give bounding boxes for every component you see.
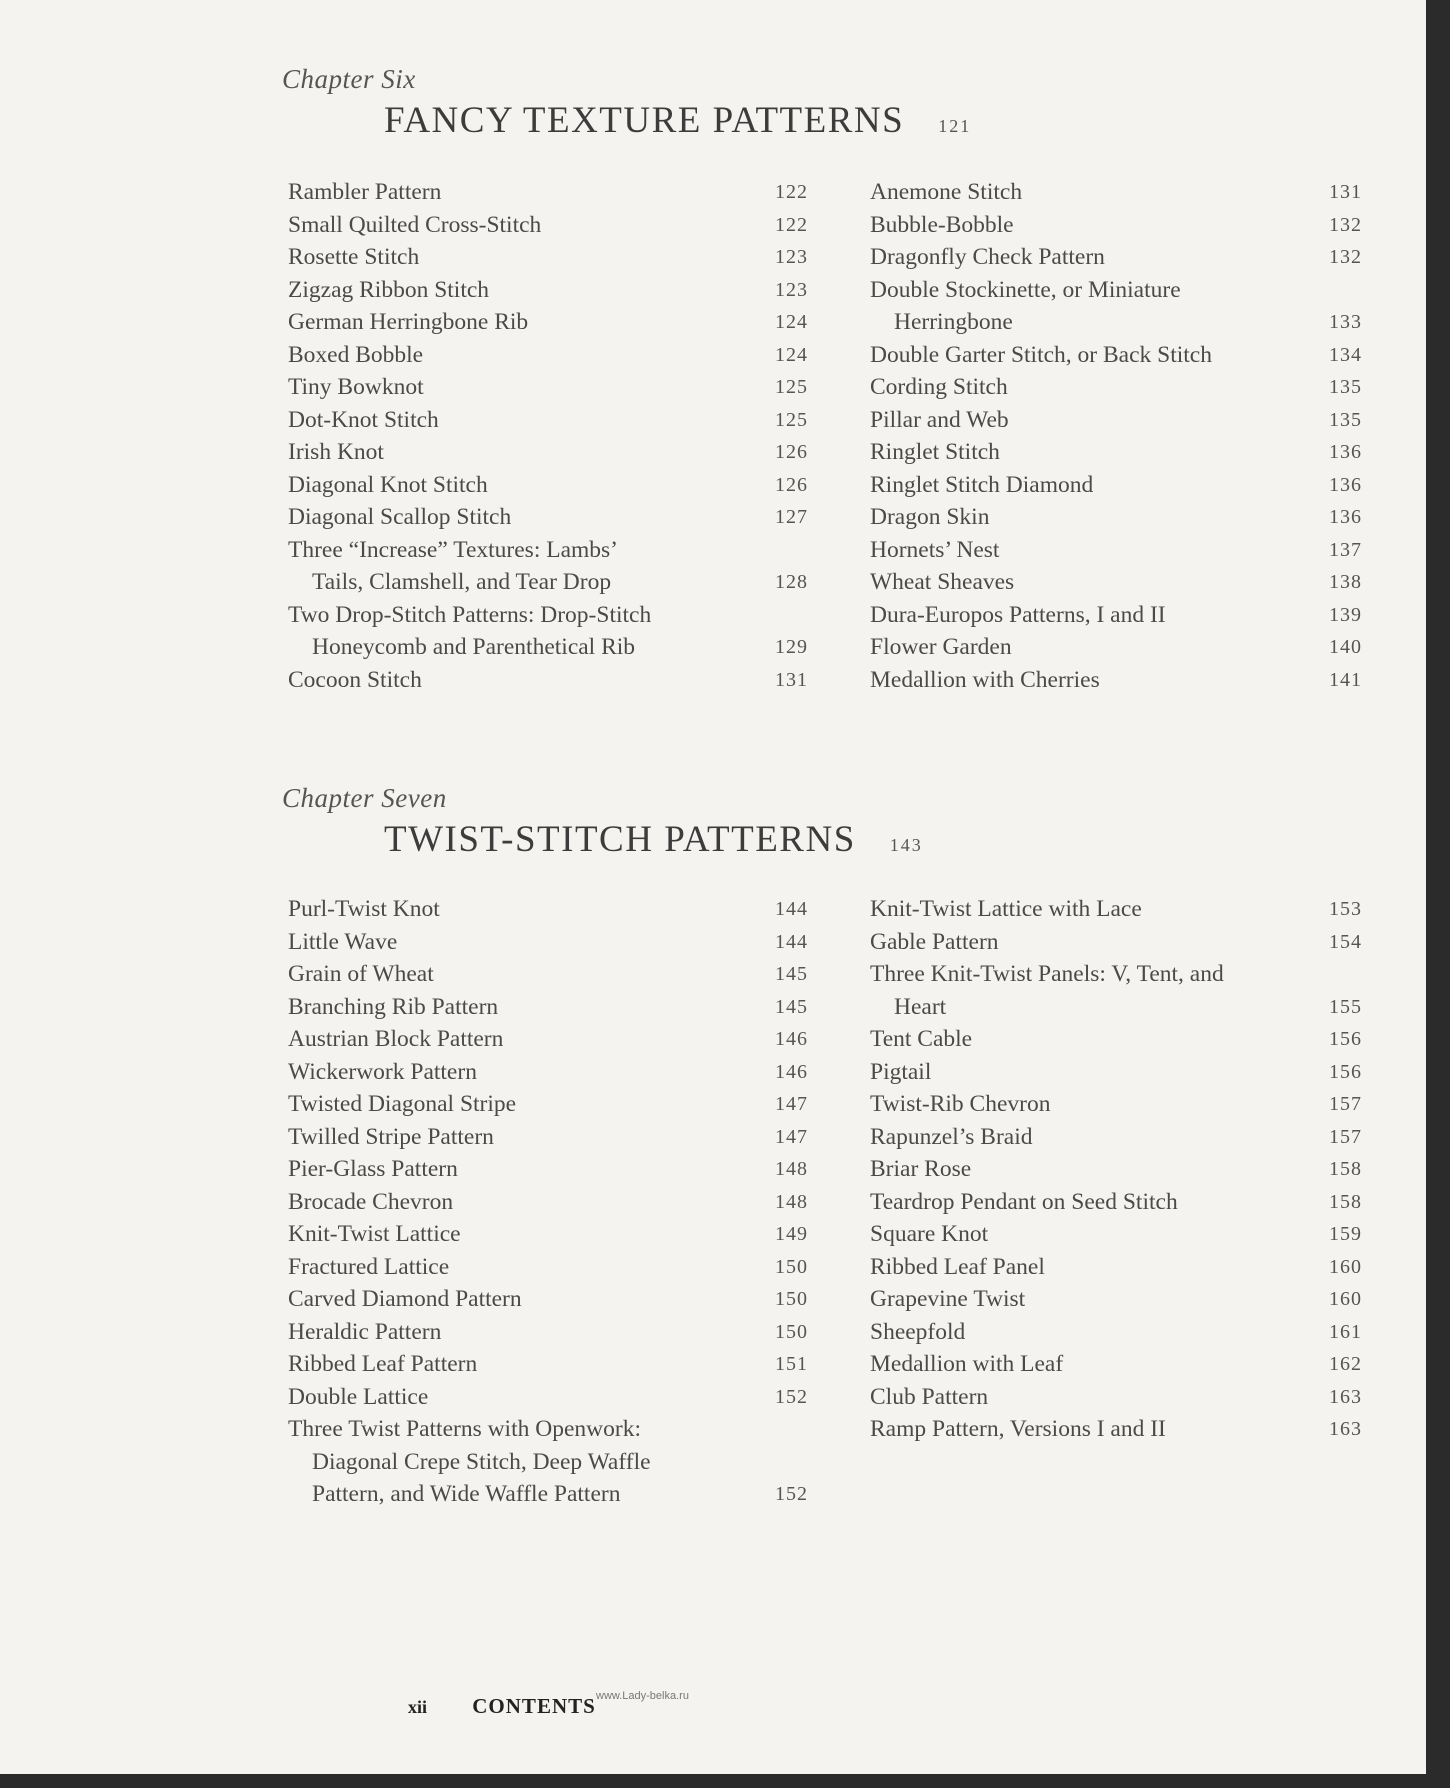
toc-entry-page-number: 144 bbox=[775, 898, 808, 920]
toc-entry-title-line: Club Pattern bbox=[870, 1383, 989, 1410]
toc-entry-page-number: 125 bbox=[775, 376, 808, 398]
toc-entry bbox=[870, 534, 1362, 567]
toc-entry bbox=[870, 339, 1362, 372]
toc-entry-title-line: Three Twist Patterns with Openwork: bbox=[288, 1416, 641, 1442]
toc-entry bbox=[288, 436, 808, 469]
toc-entry-page-number: 141 bbox=[1329, 668, 1362, 691]
toc-entry-title-line: Boxed Bobble bbox=[288, 341, 424, 368]
toc-entry-title-line: Branching Rib Pattern bbox=[288, 993, 499, 1020]
toc-entry-page-number: 146 bbox=[775, 1060, 808, 1083]
toc-entry-title bbox=[870, 1283, 1362, 1316]
toc-entry bbox=[870, 209, 1362, 242]
toc-entry-title-line: Dragon Skin bbox=[870, 504, 990, 530]
toc-entry bbox=[288, 469, 808, 502]
toc-entry bbox=[870, 631, 1362, 664]
toc-entry-title bbox=[870, 534, 1362, 567]
toc-entry-title-line: Bubble-Bobble bbox=[870, 211, 1014, 238]
toc-entry-title-line: Hornets’ Nest bbox=[870, 536, 1000, 563]
toc-entry-page-number: 144 bbox=[775, 930, 808, 953]
toc-entry-title-line: Zigzag Ribbon Stitch bbox=[288, 276, 490, 303]
toc-entry bbox=[288, 1186, 808, 1219]
toc-entry bbox=[870, 436, 1362, 469]
toc-entry-page-number: 162 bbox=[1329, 1353, 1362, 1375]
toc-entry bbox=[870, 176, 1362, 209]
toc-entry bbox=[870, 1056, 1362, 1089]
toc-entry bbox=[288, 926, 808, 959]
toc-entry-title bbox=[288, 469, 808, 502]
toc-entry bbox=[288, 1088, 808, 1121]
toc-entry-title-line: Dragonfly Check Pattern bbox=[870, 244, 1105, 270]
toc-entry-title-line: Cocoon Stitch bbox=[288, 666, 422, 693]
toc-entry-page-number: 129 bbox=[775, 636, 808, 658]
toc-entry bbox=[870, 926, 1362, 959]
toc-entry-page-number: 150 bbox=[775, 1288, 808, 1310]
toc-entry-title bbox=[288, 1186, 808, 1219]
toc-entry-title bbox=[870, 1023, 1362, 1056]
toc-entry-title-line: Square Knot bbox=[870, 1221, 989, 1247]
toc-entry-title bbox=[870, 566, 1362, 599]
chapter-seven bbox=[282, 783, 1362, 1507]
toc-entry-title-line: Double Garter Stitch, or Back Stitch bbox=[870, 341, 1212, 368]
toc-entry-title bbox=[288, 664, 808, 697]
toc-entry-title-line: Knit-Twist Lattice bbox=[288, 1221, 461, 1247]
toc-entry-page-number: 145 bbox=[775, 963, 808, 985]
toc-entry-title-continuation: Honeycomb and Parenthetical Rib bbox=[312, 634, 636, 660]
toc-entry bbox=[288, 241, 808, 274]
toc-entry-page-number: 126 bbox=[775, 441, 808, 463]
toc-entry-page-number: 138 bbox=[1329, 571, 1362, 593]
toc-entry-page-number: 126 bbox=[775, 473, 808, 496]
toc-entry bbox=[870, 501, 1362, 534]
toc-entry-title-line: Brocade Chevron bbox=[288, 1188, 454, 1215]
toc-entry-title-continuation: Heart bbox=[894, 993, 947, 1020]
toc-entry-page-number: 149 bbox=[775, 1223, 808, 1245]
toc-entry-title bbox=[288, 1251, 808, 1284]
toc-entry-page-number: 124 bbox=[775, 343, 808, 366]
toc-entry bbox=[870, 1283, 1362, 1316]
toc-entry-title bbox=[288, 1218, 808, 1251]
toc-entry-title bbox=[870, 1251, 1362, 1284]
toc-entry-page-number: 150 bbox=[775, 1320, 808, 1343]
toc-entry bbox=[288, 501, 808, 534]
toc-entry bbox=[870, 1121, 1362, 1154]
page-edge-bottom bbox=[0, 1774, 1450, 1788]
toc-entry-title-line: Pier-Glass Pattern bbox=[288, 1156, 458, 1182]
toc-entry bbox=[288, 1153, 808, 1186]
chapter-label: Chapter Seven bbox=[282, 783, 447, 813]
toc-entry-title bbox=[288, 1121, 808, 1154]
toc-entry bbox=[288, 991, 808, 1024]
toc-entry-page-number: 159 bbox=[1329, 1223, 1362, 1245]
toc-entry-title-line: Cording Stitch bbox=[870, 374, 1008, 400]
toc-entry bbox=[870, 274, 1362, 339]
toc-entry-page-number: 127 bbox=[775, 506, 808, 528]
toc-entry-page-number: 139 bbox=[1329, 603, 1362, 626]
toc-entry-title-line: Rosette Stitch bbox=[288, 244, 420, 270]
toc-entry-title bbox=[870, 339, 1362, 372]
toc-entry-title-line: Grapevine Twist bbox=[870, 1286, 1026, 1312]
toc-entry-title-line: Teardrop Pendant on Seed Stitch bbox=[870, 1188, 1178, 1215]
toc-entry bbox=[870, 1381, 1362, 1414]
toc-entry-page-number: 132 bbox=[1329, 246, 1362, 268]
toc-entry bbox=[870, 1186, 1362, 1219]
toc-entry-title bbox=[288, 274, 808, 307]
toc-entry bbox=[288, 1283, 808, 1316]
toc-entry bbox=[870, 1023, 1362, 1056]
toc-entry-page-number: 128 bbox=[775, 571, 808, 593]
toc-entry-page-number: 136 bbox=[1329, 473, 1362, 496]
toc-entry bbox=[870, 1348, 1362, 1381]
page-footer bbox=[408, 1694, 596, 1719]
toc-entry-title-line: Pillar and Web bbox=[870, 406, 1009, 433]
toc-entry-title-line: German Herringbone Rib bbox=[288, 309, 529, 335]
toc-entry-title bbox=[870, 1413, 1362, 1446]
toc-entry-title bbox=[870, 176, 1362, 209]
toc-entry-page-number: 155 bbox=[1329, 995, 1362, 1018]
toc-entry bbox=[870, 958, 1362, 1023]
toc-entry bbox=[288, 1381, 808, 1414]
toc-entry-title bbox=[288, 436, 808, 469]
toc-entry-page-number: 136 bbox=[1329, 441, 1362, 463]
toc-entry bbox=[288, 1316, 808, 1349]
toc-entry bbox=[870, 599, 1362, 632]
toc-column-right bbox=[870, 893, 1362, 1446]
toc-entry-page-number: 123 bbox=[775, 246, 808, 268]
toc-entry bbox=[288, 958, 808, 991]
toc-entry-title bbox=[870, 631, 1362, 664]
chapter-label: Chapter Six bbox=[282, 64, 416, 94]
toc-entry-page-number: 122 bbox=[775, 181, 808, 203]
toc-entry-title bbox=[870, 436, 1362, 469]
toc-entry bbox=[870, 566, 1362, 599]
toc-entry bbox=[870, 664, 1362, 697]
toc-entry-title-continuation: Tails, Clamshell, and Tear Drop bbox=[312, 569, 612, 595]
toc-entry bbox=[870, 469, 1362, 502]
toc-entry-title bbox=[288, 339, 808, 372]
toc-entry-title bbox=[870, 1088, 1362, 1121]
toc-entry-title-line: Double Stockinette, or Miniature bbox=[870, 276, 1181, 303]
toc-entry-title bbox=[870, 1218, 1362, 1251]
toc-entry-title-line: Irish Knot bbox=[288, 439, 384, 465]
toc-entry-page-number: 157 bbox=[1329, 1125, 1362, 1148]
toc-entry-page-number: 134 bbox=[1329, 343, 1362, 366]
toc-entry-title-line: Pigtail bbox=[870, 1058, 932, 1085]
toc-entry-page-number: 145 bbox=[775, 995, 808, 1018]
toc-entry-page-number: 152 bbox=[775, 1385, 808, 1408]
toc-entry-title-line: Twist-Rib Chevron bbox=[870, 1091, 1051, 1117]
toc-entry-title-line: Tent Cable bbox=[870, 1026, 973, 1052]
toc-entry-title bbox=[288, 1056, 808, 1089]
toc-entry-page-number: 135 bbox=[1329, 376, 1362, 398]
toc-column-right bbox=[870, 176, 1362, 696]
toc-entry-page-number: 156 bbox=[1329, 1028, 1362, 1050]
toc-entry-title bbox=[870, 404, 1362, 437]
toc-entry bbox=[288, 599, 808, 664]
chapter-title-text: TWIST-STITCH PATTERNS bbox=[384, 819, 856, 860]
toc-entry-title bbox=[870, 958, 1362, 1023]
toc-entry bbox=[870, 1153, 1362, 1186]
toc-entry-page-number: 156 bbox=[1329, 1060, 1362, 1083]
toc-entry-title bbox=[870, 1381, 1362, 1414]
toc-entry-title-line: Austrian Block Pattern bbox=[288, 1026, 504, 1052]
toc-entry-title bbox=[288, 209, 808, 242]
toc-entry-title-line: Knit-Twist Lattice with Lace bbox=[870, 896, 1142, 922]
toc-entry bbox=[288, 664, 808, 697]
toc-entry-page-number: 152 bbox=[775, 1483, 808, 1505]
toc-entry bbox=[870, 241, 1362, 274]
toc-entry-page-number: 163 bbox=[1329, 1385, 1362, 1408]
toc-entry-page-number: 135 bbox=[1329, 408, 1362, 431]
toc-entry-title-line: Twisted Diagonal Stripe bbox=[288, 1091, 517, 1117]
toc-entry bbox=[288, 274, 808, 307]
toc-entry-title bbox=[288, 534, 808, 599]
toc-entry bbox=[870, 404, 1362, 437]
toc-entry-page-number: 137 bbox=[1329, 538, 1362, 561]
toc-entry-title-line: Sheepfold bbox=[870, 1318, 966, 1345]
toc-entry-page-number: 148 bbox=[775, 1190, 808, 1213]
toc-entry-title bbox=[288, 893, 808, 926]
toc-entry-title-line: Ringlet Stitch bbox=[870, 439, 1000, 465]
toc-entry-page-number: 153 bbox=[1329, 898, 1362, 920]
toc-entry-title-line: Gable Pattern bbox=[870, 928, 999, 955]
toc-entry-page-number: 125 bbox=[775, 408, 808, 431]
toc-entry-title-line: Carved Diamond Pattern bbox=[288, 1286, 522, 1312]
toc-entry-title-line: Wickerwork Pattern bbox=[288, 1058, 477, 1085]
toc-entry-title-line: Flower Garden bbox=[870, 634, 1012, 660]
toc-entry-title bbox=[870, 664, 1362, 697]
toc-entry bbox=[870, 1251, 1362, 1284]
toc-entry-page-number: 158 bbox=[1329, 1158, 1362, 1180]
toc-entry bbox=[288, 371, 808, 404]
toc-entry-page-number: 147 bbox=[775, 1125, 808, 1148]
toc-entry-title bbox=[870, 1316, 1362, 1349]
toc-entry-title-line: Anemone Stitch bbox=[870, 179, 1023, 205]
toc-entry bbox=[870, 1413, 1362, 1446]
page-edge-right bbox=[1426, 0, 1450, 1788]
toc-entry-title bbox=[288, 599, 808, 664]
toc-entry-page-number: 140 bbox=[1329, 636, 1362, 658]
toc-entry-page-number: 158 bbox=[1329, 1190, 1362, 1213]
chapter-title bbox=[384, 99, 1362, 142]
toc-entry-title-line: Grain of Wheat bbox=[288, 961, 434, 987]
toc-entry-title-continuation: Pattern, and Wide Waffle Pattern bbox=[312, 1481, 621, 1507]
watermark-url: www.Lady-belka.ru bbox=[596, 1690, 689, 1702]
toc-entry-title bbox=[288, 1153, 808, 1186]
toc-entry-page-number: 122 bbox=[775, 213, 808, 236]
toc-entry-title bbox=[870, 1056, 1362, 1089]
toc-entry-page-number: 154 bbox=[1329, 930, 1362, 953]
toc-entry-title bbox=[870, 501, 1362, 534]
toc-entry-title bbox=[288, 176, 808, 209]
chapter-page-number: 121 bbox=[938, 116, 972, 136]
toc-entry-page-number: 132 bbox=[1329, 213, 1362, 236]
folio-page-number: xii bbox=[408, 1697, 428, 1717]
toc-entry-page-number: 160 bbox=[1329, 1288, 1362, 1310]
toc-entry bbox=[288, 534, 808, 599]
toc-column-left bbox=[288, 893, 808, 1511]
chapter-title-text: FANCY TEXTURE PATTERNS bbox=[384, 100, 905, 141]
toc-entry bbox=[870, 1088, 1362, 1121]
toc-entry-title bbox=[288, 501, 808, 534]
toc-entry-title-line: Three Knit-Twist Panels: V, Tent, and bbox=[870, 961, 1224, 987]
toc-entry-title bbox=[288, 991, 808, 1024]
toc-entry-title-line: Ribbed Leaf Panel bbox=[870, 1253, 1045, 1280]
toc-entry-title bbox=[870, 241, 1362, 274]
toc-entry-page-number: 161 bbox=[1329, 1320, 1362, 1343]
toc-entry-title-continuation: Diagonal Crepe Stitch, Deep Waffle bbox=[312, 1448, 651, 1475]
toc-entry-title-line: Small Quilted Cross-Stitch bbox=[288, 211, 542, 238]
toc-entry-title-line: Fractured Lattice bbox=[288, 1253, 450, 1280]
toc-entry-title bbox=[870, 1186, 1362, 1219]
toc-entry-title bbox=[870, 1153, 1362, 1186]
toc-entry-page-number: 146 bbox=[775, 1028, 808, 1050]
toc-entry-title bbox=[870, 469, 1362, 502]
toc-entry bbox=[288, 176, 808, 209]
toc-entry-title-line: Ringlet Stitch Diamond bbox=[870, 471, 1094, 498]
toc-entry-title-line: Rapunzel’s Braid bbox=[870, 1123, 1033, 1150]
chapter-title bbox=[384, 818, 1362, 861]
toc-entry-title bbox=[288, 1088, 808, 1121]
toc-entry-title-line: Dura-Europos Patterns, I and II bbox=[870, 601, 1166, 628]
toc-entry-title bbox=[870, 209, 1362, 242]
toc-entry bbox=[288, 1251, 808, 1284]
toc-entry-page-number: 123 bbox=[775, 278, 808, 301]
toc-entry-page-number: 157 bbox=[1329, 1093, 1362, 1115]
toc-entry bbox=[288, 1023, 808, 1056]
toc-entry-title-line: Dot-Knot Stitch bbox=[288, 406, 439, 433]
toc-entry-title-line: Double Lattice bbox=[288, 1383, 429, 1410]
toc-entry-title-line: Heraldic Pattern bbox=[288, 1318, 442, 1345]
toc-entry-title-line: Three “Increase” Textures: Lambs’ bbox=[288, 536, 619, 563]
toc-entry-title bbox=[288, 371, 808, 404]
toc-entry-title bbox=[288, 306, 808, 339]
toc-entry bbox=[288, 306, 808, 339]
toc-entry bbox=[288, 1218, 808, 1251]
toc-entry-page-number: 148 bbox=[775, 1158, 808, 1180]
toc-entry-title-line: Diagonal Knot Stitch bbox=[288, 471, 488, 498]
toc-entry-title-line: Little Wave bbox=[288, 928, 398, 955]
toc-entry bbox=[870, 371, 1362, 404]
running-head: CONTENTS bbox=[472, 1694, 596, 1718]
toc-entry-title bbox=[870, 1348, 1362, 1381]
toc-entry-page-number: 151 bbox=[775, 1353, 808, 1375]
toc-entry-title-line: Medallion with Cherries bbox=[870, 666, 1100, 693]
toc-entry bbox=[288, 209, 808, 242]
toc-entry-title-line: Twilled Stripe Pattern bbox=[288, 1123, 494, 1150]
toc-entry-title bbox=[288, 241, 808, 274]
toc-entry-page-number: 163 bbox=[1329, 1418, 1362, 1440]
toc-entry bbox=[288, 1121, 808, 1154]
chapter-six bbox=[282, 64, 1362, 693]
toc-entry-title bbox=[288, 958, 808, 991]
toc-entry bbox=[288, 339, 808, 372]
toc-entry-title bbox=[870, 1121, 1362, 1154]
toc-entry-title bbox=[870, 599, 1362, 632]
toc-entry bbox=[870, 893, 1362, 926]
toc-entry-page-number: 133 bbox=[1329, 311, 1362, 333]
toc-entry bbox=[870, 1316, 1362, 1349]
toc-entry bbox=[870, 1218, 1362, 1251]
toc-entry bbox=[288, 893, 808, 926]
toc-entry bbox=[288, 1413, 808, 1511]
toc-entry-page-number: 131 bbox=[775, 668, 808, 691]
toc-entry bbox=[288, 1056, 808, 1089]
toc-entry bbox=[288, 1348, 808, 1381]
toc-entry bbox=[288, 404, 808, 437]
toc-entry-title bbox=[870, 926, 1362, 959]
toc-entry-title bbox=[870, 371, 1362, 404]
toc-entry-title bbox=[870, 893, 1362, 926]
toc-entry-title bbox=[288, 1348, 808, 1381]
toc-entry-title-line: Wheat Sheaves bbox=[870, 569, 1015, 595]
toc-entry-title-line: Two Drop-Stitch Patterns: Drop-Stitch bbox=[288, 601, 652, 628]
toc-entry-title-line: Briar Rose bbox=[870, 1156, 972, 1182]
toc-entry-title-line: Purl-Twist Knot bbox=[288, 896, 440, 922]
toc-entry-title bbox=[288, 926, 808, 959]
toc-entry-page-number: 147 bbox=[775, 1093, 808, 1115]
toc-entry-title bbox=[288, 1316, 808, 1349]
toc-entry-page-number: 150 bbox=[775, 1255, 808, 1278]
toc-entry-title bbox=[288, 1413, 808, 1511]
toc-entry-title-line: Diagonal Scallop Stitch bbox=[288, 504, 512, 530]
toc-entry-title-continuation: Herringbone bbox=[894, 309, 1013, 335]
toc-entry-title bbox=[288, 1381, 808, 1414]
toc-entry-page-number: 160 bbox=[1329, 1255, 1362, 1278]
toc-entry-title bbox=[288, 1023, 808, 1056]
toc-entry-title-line: Medallion with Leaf bbox=[870, 1351, 1064, 1377]
toc-entry-title-line: Ribbed Leaf Pattern bbox=[288, 1351, 478, 1377]
toc-entry-title-line: Rambler Pattern bbox=[288, 179, 442, 205]
toc-entry-title bbox=[288, 404, 808, 437]
toc-column-left bbox=[288, 176, 808, 696]
toc-entry-title bbox=[288, 1283, 808, 1316]
chapter-page-number: 143 bbox=[889, 835, 923, 855]
toc-entry-page-number: 136 bbox=[1329, 506, 1362, 528]
toc-entry-page-number: 131 bbox=[1329, 181, 1362, 203]
toc-entry-title-line: Tiny Bowknot bbox=[288, 374, 424, 400]
toc-entry-title bbox=[870, 274, 1362, 339]
toc-entry-page-number: 124 bbox=[775, 311, 808, 333]
toc-entry-title-line: Ramp Pattern, Versions I and II bbox=[870, 1416, 1166, 1442]
